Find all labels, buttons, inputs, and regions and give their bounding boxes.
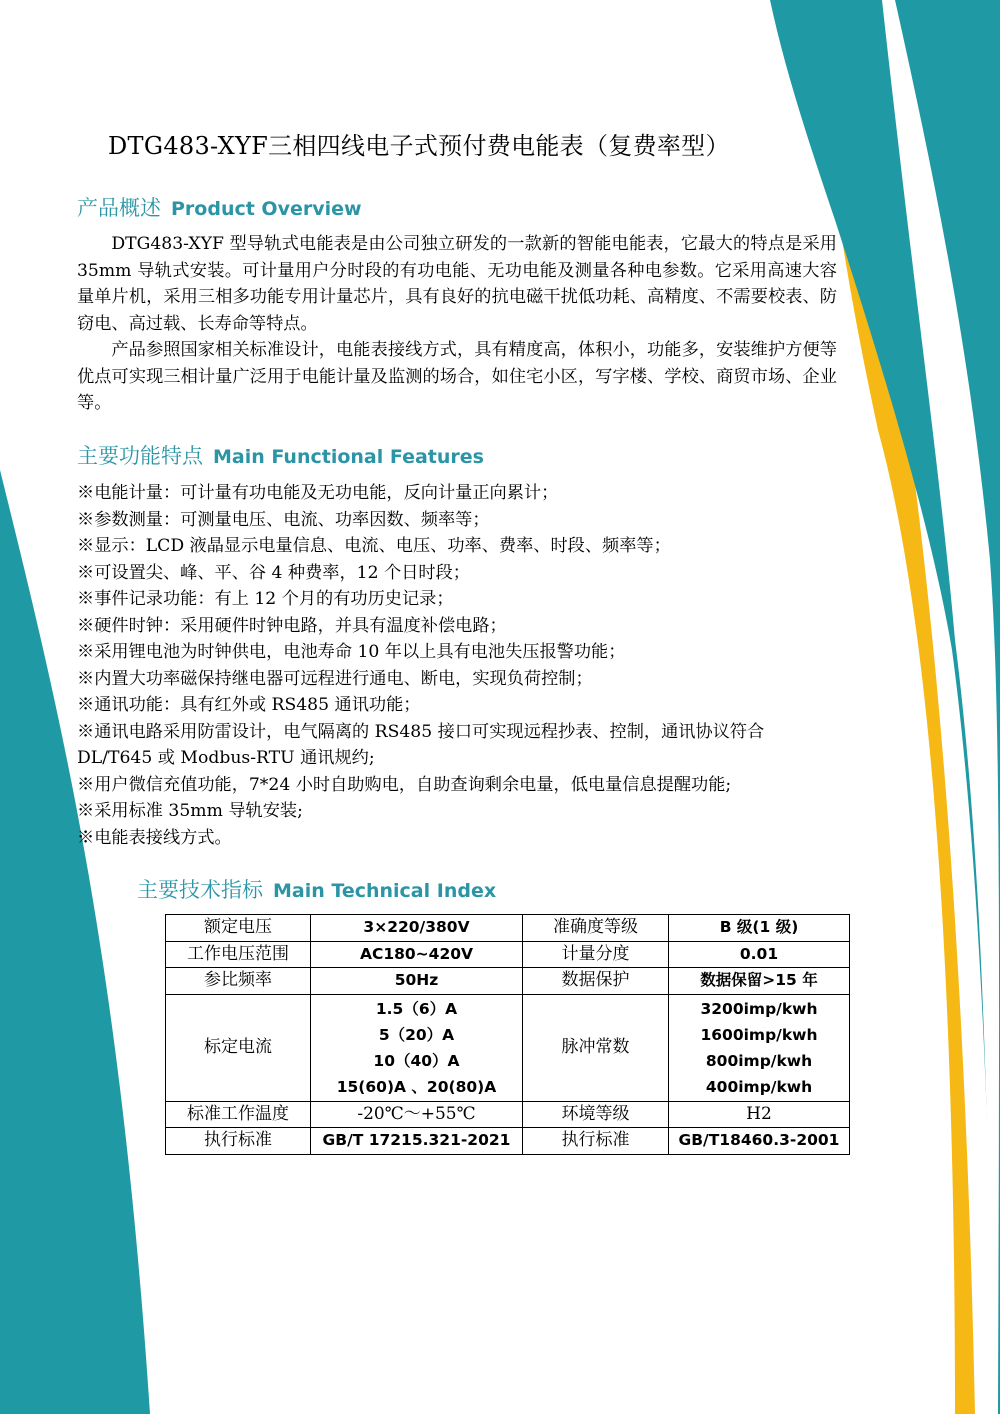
- spec-label: 额定电压: [166, 915, 311, 942]
- heading-cn: 主要技术指标: [137, 878, 263, 902]
- feature-list: [77, 480, 837, 851]
- pulse-constant-line: 400imp/kwh: [705, 1077, 813, 1096]
- feature-item: ※采用标准 35mm 导轨安装;: [77, 801, 303, 821]
- spec-value: B 级(1 级): [669, 915, 850, 942]
- spec-value: -20℃～+55℃: [311, 1101, 523, 1128]
- heading-en: Main Functional Features: [213, 446, 484, 468]
- spec-value-multi: [311, 994, 523, 1101]
- heading-cn: 产品概述: [77, 196, 161, 220]
- feature-item: ※采用锂电池为时钟供电，电池寿命 10 年以上具有电池失压报警功能；: [77, 642, 626, 662]
- table-row: [166, 1101, 850, 1128]
- spec-label: 参比频率: [166, 968, 311, 995]
- spec-value: 0.01: [669, 941, 850, 968]
- feature-item: ※参数测量：可测量电压、电流、功率因数、频率等；: [77, 509, 490, 530]
- feature-item: ※显示：LCD 液晶显示电量信息、电流、电压、功率、费率、时段、频率等；: [77, 536, 671, 556]
- feature-item: ※通讯电路采用防雷设计，电气隔离的 RS485 接口可实现远程抄表、控制，通讯协议符合 DL/T645 或 Modbus-RTU 通讯规约;: [77, 721, 765, 768]
- spec-value: AC180~420V: [311, 941, 523, 968]
- spec-value: 数据保留>15 年: [669, 968, 850, 995]
- document-title: DTG483-XYF三相四线电子式预付费电能表（复费率型）: [108, 132, 730, 160]
- spec-value: H2: [669, 1101, 850, 1128]
- table-row: [166, 941, 850, 968]
- spec-label: 工作电压范围: [166, 941, 311, 968]
- overview-text: [77, 231, 837, 417]
- spec-label: 执行标准: [523, 1128, 669, 1155]
- spec-value: GB/T18460.3-2001: [669, 1128, 850, 1155]
- feature-item: ※硬件时钟：采用硬件时钟电路，并具有温度补偿电路；: [77, 615, 507, 636]
- feature-item: ※电能表接线方式。: [77, 827, 232, 848]
- spec-label: 计量分度: [523, 941, 669, 968]
- spec-label: 脉冲常数: [523, 994, 669, 1101]
- spec-label: 数据保护: [523, 968, 669, 995]
- spec-label: 标准工作温度: [166, 1101, 311, 1128]
- rated-current-line: 1.5（6）A: [375, 999, 458, 1018]
- section-heading-overview: [77, 192, 362, 222]
- table-row: [166, 915, 850, 942]
- spec-value: GB/T 17215.321-2021: [311, 1128, 523, 1155]
- rated-current-line: 15(60)A 、20(80)A: [336, 1077, 497, 1096]
- feature-item: ※事件记录功能：有上 12 个月的有功历史记录；: [77, 589, 454, 609]
- heading-en: Main Technical Index: [273, 880, 497, 902]
- heading-cn: 主要功能特点: [77, 444, 203, 468]
- table-row: [166, 968, 850, 995]
- pulse-constant-line: 1600imp/kwh: [700, 1025, 818, 1044]
- spec-label: 准确度等级: [523, 915, 669, 942]
- spec-value: 50Hz: [311, 968, 523, 995]
- heading-en: Product Overview: [171, 198, 362, 220]
- rated-current-line: 10（40）A: [373, 1051, 460, 1070]
- feature-item: ※通讯功能：具有红外或 RS485 通讯功能；: [77, 695, 421, 715]
- overview-paragraph: DTG483-XYF 型导轨式电能表是由公司独立研发的一款新的智能电能表，它最大的特点是采用 35mm 导轨式安装。可计量用户分时段的有功电能、无功电能及测量各种电参数。它采用高速大容量单片机，采用三相多功能专用计量芯片，具有良好的抗电磁干扰低功耗、高精度、不需要校表、防窃电、高过载、长寿命等特点。: [77, 234, 837, 334]
- spec-value-multi: [669, 994, 850, 1101]
- spec-label: 执行标准: [166, 1128, 311, 1155]
- spec-label: 环境等级: [523, 1101, 669, 1128]
- feature-item: ※内置大功率磁保持继电器可远程进行通电、断电，实现负荷控制；: [77, 668, 593, 689]
- spec-label: 标定电流: [166, 994, 311, 1101]
- pulse-constant-line: 3200imp/kwh: [700, 999, 818, 1018]
- feature-item: ※电能计量：可计量有功电能及无功电能，反向计量正向累计；: [77, 483, 559, 503]
- feature-item: ※用户微信充值功能，7*24 小时自助购电，自助查询剩余电量，低电量信息提醒功能;: [77, 774, 732, 795]
- section-heading-technical: [137, 874, 496, 904]
- overview-paragraph: 产品参照国家相关标准设计，电能表接线方式，具有精度高，体积小，功能多，安装维护方便等优点可实现三相计量广泛用于电能计量及监测的场合，如住宅小区，写字楼、学校、商贸市场、企业等。: [77, 340, 837, 413]
- rated-current-line: 5（20）A: [378, 1025, 455, 1044]
- table-row: [166, 994, 850, 1101]
- table-row: [166, 1128, 850, 1155]
- spec-value: 3×220/380V: [311, 915, 523, 942]
- feature-item: ※可设置尖、峰、平、谷 4 种费率，12 个日时段；: [77, 562, 470, 583]
- section-heading-features: [77, 440, 484, 470]
- pulse-constant-line: 800imp/kwh: [705, 1051, 813, 1070]
- spec-table: [165, 914, 850, 1155]
